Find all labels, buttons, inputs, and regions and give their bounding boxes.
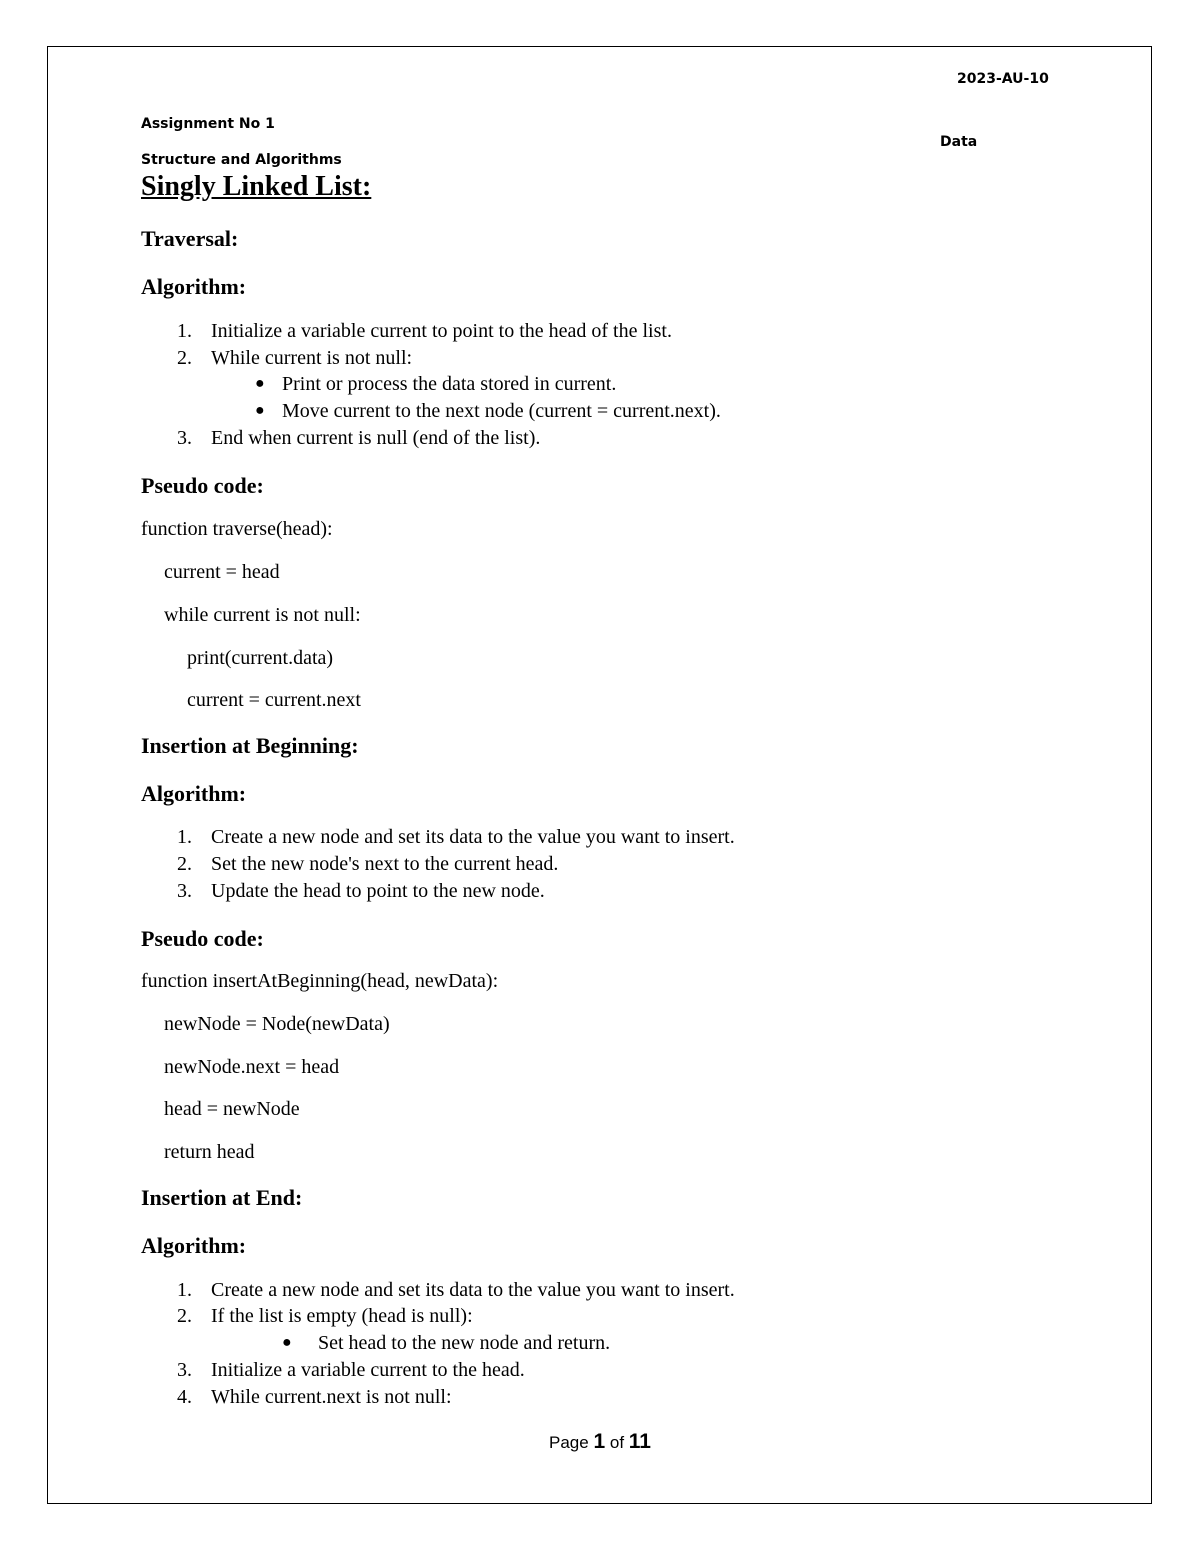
- step-number: 1.: [177, 320, 192, 342]
- step-text: Initialize a variable current to point to the head of the list.: [211, 320, 672, 342]
- course-label: Structure and Algorithms: [141, 152, 342, 168]
- insert-end-heading: Insertion at End:: [141, 1185, 303, 1210]
- insert-beginning-pseudo-heading: Pseudo code:: [141, 926, 264, 951]
- code-line: current = head: [164, 561, 280, 583]
- footer-of-word: of: [609, 1433, 625, 1452]
- step-number: 1.: [177, 1279, 192, 1301]
- step-text: Set the new node's next to the current head.: [211, 853, 559, 875]
- page-footer: [0, 1430, 1200, 1454]
- code-line: newNode = Node(newData): [164, 1013, 390, 1035]
- code-line: function traverse(head):: [141, 518, 333, 540]
- assignment-label: Assignment No 1: [141, 116, 275, 132]
- step-text: While current is not null:: [211, 347, 413, 369]
- step-number: 2.: [177, 853, 192, 875]
- code-line: print(current.data): [187, 647, 334, 669]
- code-line: while current is not null:: [164, 604, 361, 626]
- insert-beginning-algorithm-heading: Algorithm:: [141, 781, 247, 806]
- step-text: Create a new node and set its data to the value you want to insert.: [211, 1279, 735, 1301]
- insert-beginning-heading: Insertion at Beginning:: [141, 733, 359, 758]
- step-number: 2.: [177, 1305, 192, 1327]
- code-line: function insertAtBeginning(head, newData):: [141, 970, 499, 992]
- code-line: newNode.next = head: [164, 1056, 340, 1078]
- traversal-algorithm-heading: Algorithm:: [141, 274, 247, 299]
- step-number: 2.: [177, 347, 192, 369]
- step-text: While current.next is not null:: [211, 1386, 452, 1408]
- code-line: return head: [164, 1141, 255, 1163]
- student-code: 2023-AU-10: [957, 71, 1049, 87]
- traversal-heading: Traversal:: [141, 226, 239, 251]
- step-text: If the list is empty (head is null):: [211, 1305, 473, 1327]
- code-line: head = newNode: [164, 1098, 300, 1120]
- footer-page-word: Page: [549, 1433, 589, 1452]
- step-number: 3.: [177, 427, 192, 449]
- header-data-word: Data: [940, 134, 978, 150]
- step-number: 1.: [177, 826, 192, 848]
- step-number: 4.: [177, 1386, 192, 1408]
- footer-page-number: 1: [593, 1430, 606, 1453]
- bullet-icon: ●: [255, 375, 265, 392]
- page-title: Singly Linked List:: [141, 171, 372, 202]
- bullet-icon: ●: [282, 1334, 292, 1351]
- code-line: current = current.next: [187, 689, 361, 711]
- sub-step-text: Print or process the data stored in current.: [282, 373, 617, 395]
- footer-page-total: 11: [628, 1430, 651, 1453]
- step-text: End when current is null (end of the list).: [211, 427, 541, 449]
- step-text: Update the head to point to the new node.: [211, 880, 545, 902]
- step-text: Initialize a variable current to the head.: [211, 1359, 525, 1381]
- sub-step-text: Set head to the new node and return.: [318, 1332, 611, 1354]
- bullet-icon: ●: [255, 402, 265, 419]
- step-text: Create a new node and set its data to the value you want to insert.: [211, 826, 735, 848]
- traversal-pseudo-heading: Pseudo code:: [141, 473, 264, 498]
- step-number: 3.: [177, 880, 192, 902]
- step-number: 3.: [177, 1359, 192, 1381]
- sub-step-text: Move current to the next node (current = current.next).: [282, 400, 721, 422]
- insert-end-algorithm-heading: Algorithm:: [141, 1233, 247, 1258]
